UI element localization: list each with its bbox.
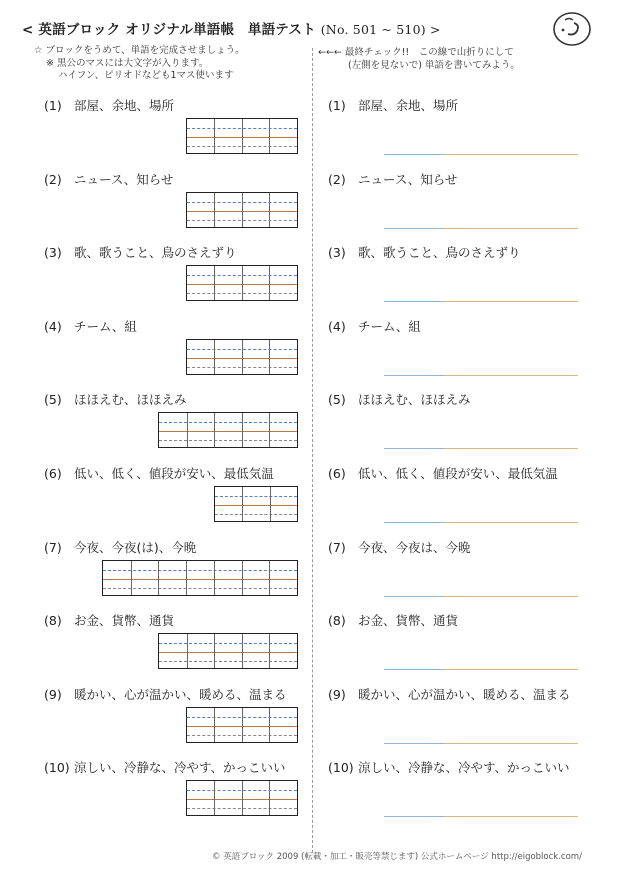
letter-cell[interactable] [187,340,214,374]
title-range: (No. 501 ~ 510) > [320,22,441,37]
instruction-line-1: ☆ ブロックをうめて、単語を完成させましょう。 [34,45,245,56]
check-note-line-1: ←←← 最終チェック!! この線で山折りにして [318,47,514,58]
question-number: (4) [44,319,62,334]
question-number: (2) [44,172,62,187]
answer-grid-4[interactable] [186,339,298,375]
instruction-line-2: ※ 黒公のマスには大文字が入ります。 [46,58,209,69]
question-text: チーム、組 [358,319,421,334]
question-number: (9) [44,687,62,702]
question-text: 歌、歌うこと、鳥のさえずり [74,245,237,260]
question-7 [44,538,196,556]
letter-cell[interactable] [214,634,242,668]
answer-grid-5[interactable] [158,412,298,448]
letter-cell[interactable] [269,266,297,300]
question-number: (8) [328,613,346,628]
question-number: (4) [328,319,346,334]
letter-cell[interactable] [187,266,214,300]
instruction-line-3: ハイフン、ピリオドなども1マス使います [58,70,234,81]
letter-cell[interactable] [269,561,297,595]
question-number: (8) [44,613,62,628]
answer-grid-6[interactable] [214,486,298,522]
question-text: チーム、組 [74,319,137,334]
letter-cell[interactable] [159,413,187,447]
title-main: < 英語ブロック オリジナル単語帳 単語テスト [22,22,316,38]
letter-cell[interactable] [214,413,242,447]
question-5 [44,390,187,408]
letter-cell[interactable] [242,634,270,668]
check-question-5 [328,390,471,408]
letter-cell[interactable] [187,708,214,742]
question-text: 部屋、余地、場所 [358,98,459,113]
question-text: ニュース、知らせ [358,172,458,187]
question-2 [44,170,173,188]
letter-cell[interactable] [242,119,270,153]
question-text: ほほえむ、ほほえみ [74,392,187,407]
answer-line-4[interactable] [384,375,578,376]
check-question-10 [328,758,570,776]
letter-cell[interactable] [187,781,214,815]
answer-grid-8[interactable] [158,633,298,669]
question-text: 暖かい、心が温かい、暖める、温まる [358,687,571,702]
letter-cell[interactable] [242,561,270,595]
letter-cell[interactable] [269,193,297,227]
question-text: 歌、歌うこと、鳥のさえずり [358,245,521,260]
answer-grid-3[interactable] [186,265,298,301]
letter-cell[interactable] [242,193,270,227]
answer-grid-2[interactable] [186,192,298,228]
question-number: (10) [44,760,70,775]
letter-cell[interactable] [242,781,270,815]
answer-line-8[interactable] [384,669,578,670]
letter-cell[interactable] [187,193,214,227]
question-number: (5) [44,392,62,407]
letter-cell[interactable] [269,413,297,447]
question-text: 低い、低く、値段が安い、最低気温 [74,466,274,481]
question-text: 今夜、今夜(は)、今晩 [74,540,197,555]
question-10 [44,758,286,776]
letter-cell[interactable] [187,413,215,447]
letter-cell[interactable] [214,708,242,742]
question-1 [44,96,174,114]
answer-line-7[interactable] [384,596,578,597]
letter-cell[interactable] [242,266,270,300]
question-text: ニュース、知らせ [74,172,174,187]
question-text: 部屋、余地、場所 [74,98,175,113]
letter-cell[interactable] [214,119,242,153]
letter-cell[interactable] [187,119,214,153]
letter-cell[interactable] [214,561,242,595]
question-number: (6) [328,466,346,481]
letter-cell[interactable] [158,561,186,595]
question-number: (7) [44,540,62,555]
mascot-logo-icon [552,10,592,48]
question-number: (10) [328,760,354,775]
question-text: 暖かい、心が温かい、暖める、温まる [74,687,287,702]
question-number: (7) [328,540,346,555]
answer-grid-1[interactable] [186,118,298,154]
answer-grid-10[interactable] [186,780,298,816]
letter-cell[interactable] [269,634,297,668]
check-question-8 [328,611,458,629]
question-number: (3) [44,245,62,260]
question-text: お金、貨幣、通貨 [358,613,459,628]
check-question-3 [328,243,521,261]
question-3 [44,243,237,261]
letter-cell[interactable] [214,340,242,374]
page-title [22,18,441,38]
answer-line-2[interactable] [384,228,578,229]
copyright-footer: © 英語ブロック 2009 (転載・加工・販売等禁じます) 公式ホームページ http://eigoblock.com/ [212,852,582,862]
question-text: 低い、低く、値段が安い、最低気温 [358,466,558,481]
check-question-2 [328,170,457,188]
check-question-7 [328,538,471,556]
answer-line-5[interactable] [384,448,578,449]
check-question-6 [328,464,558,482]
letter-cell[interactable] [242,708,270,742]
answer-line-9[interactable] [384,743,578,744]
letter-cell[interactable] [159,634,187,668]
letter-cell[interactable] [186,561,214,595]
check-question-9 [328,685,571,703]
question-number: (1) [328,98,346,113]
letter-cell[interactable] [242,340,270,374]
answer-grid-9[interactable] [186,707,298,743]
letter-cell[interactable] [270,487,297,521]
check-note-line-2: (左側を見ないで) 単語を書いてみよう。 [348,60,520,71]
question-text: 涼しい、冷静な、冷やす、かっこいい [74,760,286,775]
answer-line-3[interactable] [384,301,578,302]
question-text: 今夜、今夜は、今晩 [358,540,471,555]
question-4 [44,317,137,335]
check-question-4 [328,317,421,335]
letter-cell[interactable] [269,708,297,742]
question-9 [44,685,287,703]
question-text: お金、貨幣、通貨 [74,613,175,628]
question-text: 涼しい、冷静な、冷やす、かっこいい [358,760,570,775]
question-number: (3) [328,245,346,260]
letter-cell[interactable] [269,119,297,153]
question-text: ほほえむ、ほほえみ [358,392,471,407]
answer-line-6[interactable] [384,522,578,523]
letter-cell[interactable] [103,561,131,595]
question-6 [44,464,274,482]
letter-cell[interactable] [242,487,269,521]
letter-cell[interactable] [242,413,270,447]
letter-cell[interactable] [269,340,297,374]
answer-line-1[interactable] [384,154,578,155]
question-number: (6) [44,466,62,481]
letter-cell[interactable] [269,781,297,815]
answer-grid-7[interactable] [102,560,298,596]
letter-cell[interactable] [187,634,215,668]
fold-divider [312,48,313,853]
question-number: (9) [328,687,346,702]
letter-cell[interactable] [214,193,242,227]
letter-cell[interactable] [131,561,159,595]
question-8 [44,611,174,629]
letter-cell[interactable] [214,266,242,300]
letter-cell[interactable] [214,781,242,815]
question-number: (5) [328,392,346,407]
check-question-1 [328,96,458,114]
letter-cell[interactable] [215,487,242,521]
answer-line-10[interactable] [384,816,578,817]
question-number: (1) [44,98,62,113]
question-number: (2) [328,172,346,187]
